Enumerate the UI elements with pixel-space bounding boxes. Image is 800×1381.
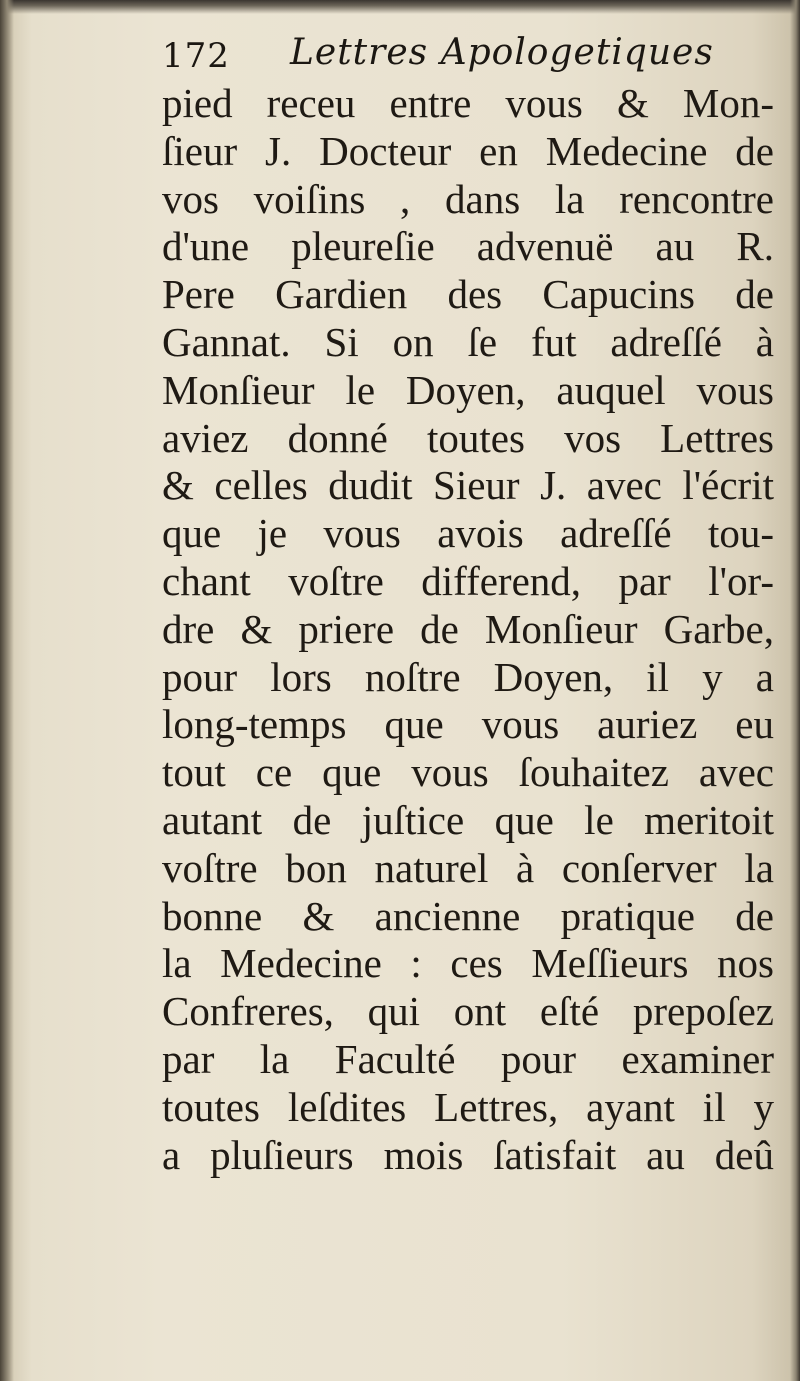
text-line: toutes leſdites Lettres, ayant il y xyxy=(162,1083,774,1130)
text-line: que je vous avois adreſſé tou- xyxy=(162,510,774,557)
text-line: a pluſieurs mois ſatisfait au deû xyxy=(162,1131,774,1178)
text-line: pied receu entre vous & Mon- xyxy=(162,80,774,126)
text-line: long-temps que vous auriez eu xyxy=(162,701,774,748)
page-number: 172 xyxy=(162,36,230,76)
text-line: pour lors noſtre Doyen, il y a xyxy=(162,653,774,700)
text-line: autant de juſtice que le meritoit xyxy=(162,796,774,843)
page-header xyxy=(162,28,762,84)
text-line: la Medecine : ces Meſſieurs nos xyxy=(162,940,774,987)
text-line: Gannat. Si on ſe fut adreſſé à xyxy=(162,318,774,365)
text-line: bonne & ancienne pratique de xyxy=(162,892,774,939)
text-line: dre & priere de Monſieur Garbe, xyxy=(162,605,774,652)
text-line: Confreres, qui ont eſté prepoſez xyxy=(162,988,774,1035)
text-line: d'une pleureſie advenuë au R. xyxy=(162,223,774,270)
page-edge-shadow xyxy=(790,0,800,1381)
text-line: tout ce que vous ſouhaitez avec xyxy=(162,749,774,796)
text-line: Monſieur le Doyen, auquel vous xyxy=(162,366,774,413)
text-line: ſieur J. Docteur en Medecine de xyxy=(162,127,774,174)
text-line: voſtre bon naturel à conſerver la xyxy=(162,844,774,891)
text-line: Pere Gardien des Capucins de xyxy=(162,271,774,318)
running-title: Lettres Apologetiques xyxy=(290,32,714,73)
text-line: par la Faculté pour examiner xyxy=(162,1035,774,1082)
text-line: vos voiſins , dans la rencontre xyxy=(162,175,774,222)
body-text xyxy=(162,80,774,1179)
text-line: & celles dudit Sieur J. avec l'écrit xyxy=(162,462,774,509)
text-line: aviez donné toutes vos Lettres xyxy=(162,414,774,461)
text-line: chant voſtre differend, par l'or- xyxy=(162,557,774,604)
page-gutter-shadow xyxy=(0,0,14,1381)
